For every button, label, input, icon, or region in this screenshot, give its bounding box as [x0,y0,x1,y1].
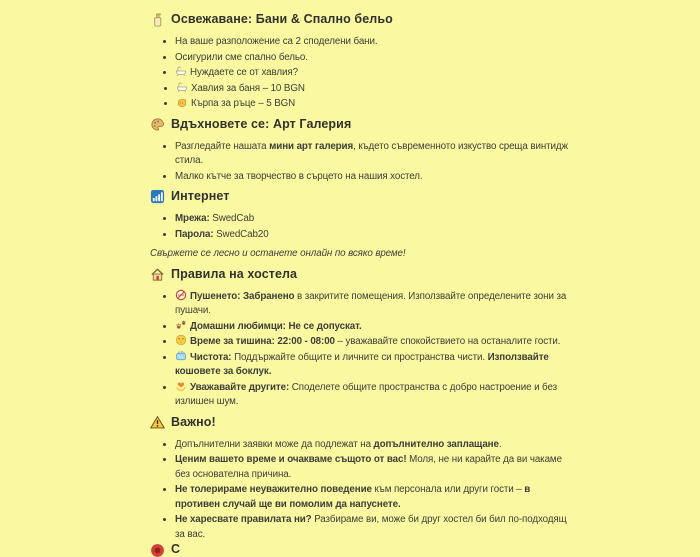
list-item [175,334,570,350]
list-item [175,211,570,227]
text-segment: Поддържайте общите и личните си пространства чисти. [231,351,488,363]
soap-icon [175,350,187,362]
bullet-list [150,437,570,543]
list-item [175,512,570,542]
text-segment: в закритите помещения. Използвайте определените зони за пушачи. [175,290,567,316]
text-segment-bold: Уважавайте другите: [190,381,290,393]
text-segment: Споделете общите пространства с добро настроение и без излишен шум. [175,381,557,407]
section-title: Вдъхновете се: Арт Галерия [171,116,352,131]
art-palette-icon [150,117,165,132]
text-segment: Разбираме ви, може би друг хостел би бил по-подходящ за вас. [175,514,567,540]
list-item [175,482,570,512]
list-item [175,452,570,482]
section [150,415,570,543]
bullet-list [150,81,570,112]
section-title: Интернет [171,189,230,203]
warning-icon [150,415,165,430]
section [150,117,570,185]
red-pin-icon [150,542,165,557]
heart-hands-icon [175,380,187,392]
text-segment-bold: Чистота: [190,351,232,363]
section-heading [150,415,570,430]
text-segment-bold: Домашни любимци: Не се допускат. [190,320,362,332]
bullet-list [150,289,570,410]
text-segment-bold: Не толерираме неуважително поведение [175,484,372,495]
list-item [175,50,570,66]
quiet-face-icon [175,334,187,346]
text-segment: Хавлия за баня – 10 BGN [191,82,305,94]
text-segment: SwedCab [209,213,255,224]
text-segment: Нуждаете се от хавлия? [190,67,298,78]
text-segment-bold: Време за тишина: 22:00 - 08:00 [190,336,335,347]
list-item [175,437,570,453]
text-segment: към персонала или други гости – [371,484,525,495]
text-segment-bold: мини арт галерия [269,140,354,152]
text-segment: На ваше разположение са 2 споделени бани. [175,36,378,47]
section-title: Освежаване: Бани & Спално бельо [171,12,393,26]
list-item [175,169,570,185]
text-segment-bold: Пушенето: Забранено [190,290,295,302]
bathtub-icon [176,81,188,93]
list-item [176,81,570,97]
text-segment-bold: допълнително заплащане [373,438,499,450]
text-segment: – уважавайте спокойствието на останалите гости. [334,336,561,347]
section [150,12,570,112]
section-heading [150,542,570,557]
text-segment: SwedCab20 [213,228,269,240]
list-item [175,350,570,380]
no-smoking-icon [175,289,187,301]
bathtub-icon [175,65,187,77]
section [150,267,570,410]
text-segment-bold: Не харесвате правилата ни? [175,514,312,525]
list-item [175,34,570,50]
text-segment: Допълнителни заявки може да подлежат на [175,438,374,450]
bullet-list [150,211,570,242]
hand-towel-icon [176,96,188,108]
list-item [175,227,570,243]
text-segment: Моля, не ни карайте да ви чакаме без основателна причина. [175,454,562,480]
section-heading [150,117,570,132]
section-note: Свържете се лесно и останете онлайн по всяко време! [150,248,406,259]
section-title: Правила на хостела [171,266,298,281]
text-segment-bold: Използвайте кошовете за боклук. [175,351,549,377]
lotion-bottle-icon [150,12,165,27]
paw-prints-icon [175,319,187,331]
text-segment: . [498,438,502,450]
list-item [175,380,570,410]
section-heading [150,189,570,204]
list-item [175,65,570,81]
house-icon [150,267,165,282]
list-item [175,139,570,169]
list-item [176,96,570,112]
list-item [175,289,570,319]
text-segment-bold: Парола: [175,228,214,240]
section-heading [150,12,570,27]
signal-bars-icon [150,189,165,204]
sublist-container [150,81,570,112]
text-segment: Осигурили сме спално бельо. [175,51,308,63]
bullet-list [150,139,570,185]
section-title: С [171,542,181,556]
text-segment-bold: Ценим вашето време и очакваме същото от вас! [175,454,407,465]
text-segment: , където съвременното изкуство среща винтидж стила. [175,140,568,166]
section [150,189,570,262]
bullet-list [150,34,570,112]
section [150,542,570,557]
section-title: Важно! [171,414,216,429]
section-heading [150,267,570,282]
text-segment-bold: Мрежа: [175,213,210,224]
text-segment-bold: в противен случай ще ви помолим да напуснете. [175,484,531,510]
text-segment: Разгледайте нашата [175,140,270,152]
text-segment: Малко кътче за творчество в сърцето на нашия хостел. [175,170,423,182]
list-item [175,319,570,335]
text-segment: Кърпа за ръце – 5 BGN [191,98,296,109]
